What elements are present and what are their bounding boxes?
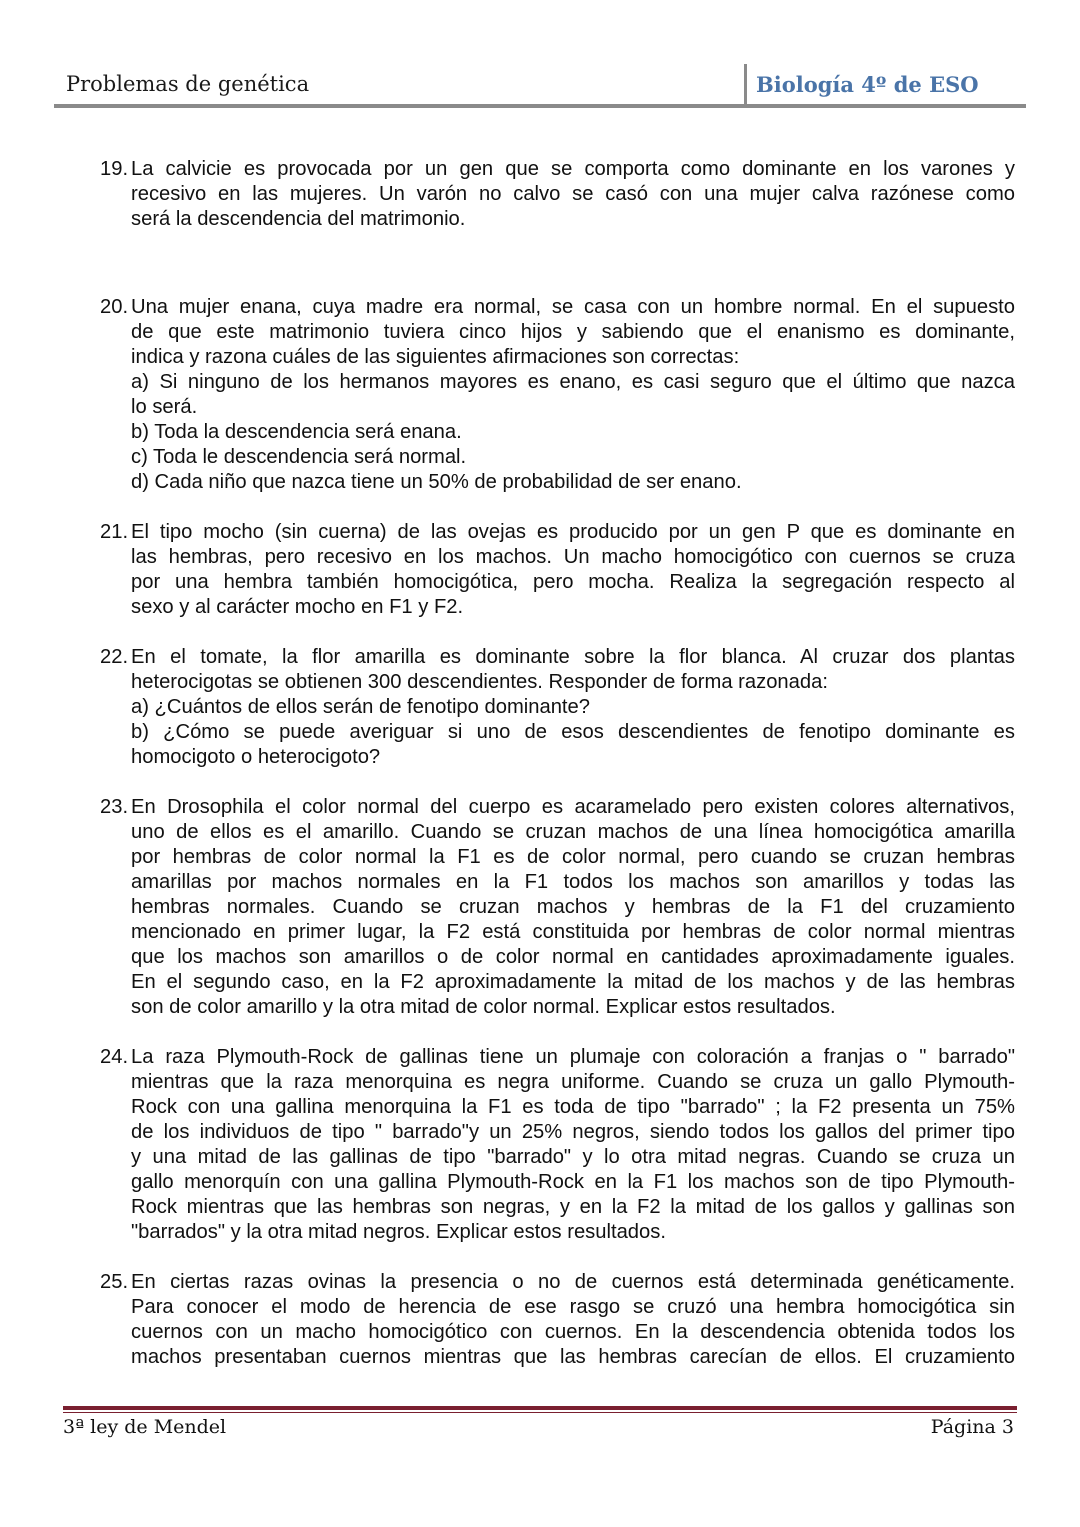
problem-item (100, 1045, 1015, 1245)
problem-text-line: "barrados" y la otra mitad negros. Explicar estos resultados. (131, 1221, 666, 1243)
problem-text-line: b) ¿Cómo se puede averiguar si uno de esos descendientes de fenotipo dominante es (131, 721, 1015, 743)
problem-text-line: La calvicie es provocada por un gen que se comporta como dominante en los varones y (131, 158, 1015, 180)
problem-text-line: sexo y al carácter mocho en F1 y F2. (131, 596, 464, 618)
problem-text-line: amarillas por machos normales en la F1 todos los machos son amarillos y todas las (131, 871, 1015, 893)
problem-text-line: heterocigotas se obtienen 300 descendientes. Responder de forma razonada: (131, 671, 828, 693)
problem-text-line: Para conocer el modo de herencia de ese rasgo se cruzó una hembra homocigótica sin (131, 1296, 1015, 1318)
problem-text-line: lo será. (131, 396, 198, 418)
problem-item (100, 795, 1015, 1020)
footer-rule (63, 1406, 1017, 1410)
problem-number: 20. (100, 296, 129, 318)
problem-text-line: gallo menorquín con una gallina Plymouth-Rock en la F1 los machos son de tipo Plymouth- (131, 1171, 1015, 1193)
problem-text-line: c) Toda le descendencia será normal. (131, 446, 467, 468)
problem-text-line: Rock mientras que las hembras son negras, y en la F2 la mitad de los gallos y gallinas son (131, 1196, 1015, 1218)
problem-text-line: será la descendencia del matrimonio. (131, 208, 466, 230)
page-header (54, 62, 1026, 108)
problem-text-line: La raza Plymouth-Rock de gallinas tiene un plumaje con coloración a franjas o " barrado" (131, 1046, 1015, 1068)
problem-number: 21. (100, 521, 129, 543)
problem-text-line: d) Cada niño que nazca tiene un 50% de probabilidad de ser enano. (131, 471, 742, 493)
problem-text-line: uno de ellos es el amarillo. Cuando se cruzan machos de una línea homocigótica amarilla (131, 821, 1015, 843)
problem-item (100, 645, 1015, 770)
problem-text-line: Rock con una gallina menorquina la F1 es toda de tipo "barrado" ; la F2 presenta un 75% (131, 1096, 1015, 1118)
footer-chapter-title: 3ª ley de Mendel (63, 1416, 227, 1438)
problem-text-line: y una mitad de las gallinas de tipo "barrado" y lo otra mitad negras. Cuando se cruza un (131, 1146, 1015, 1168)
problem-text-line: mencionado en primer lugar, la F2 está constituida por hembras de color normal mientras (131, 921, 1015, 943)
problem-text-line: En el segundo caso, en la F2 aproximadamente la mitad de los machos y de las hembras (131, 971, 1015, 993)
problem-number: 22. (100, 646, 129, 668)
problem-text-line: En Drosophila el color normal del cuerpo es acaramelado pero existen colores alternativos, (131, 796, 1015, 818)
problem-text-line: a) ¿Cuántos de ellos serán de fenotipo dominante? (131, 696, 590, 718)
header-rule (54, 104, 1026, 108)
header-separator (744, 64, 747, 104)
problem-text-line: hembras normales. Cuando se cruzan machos y hembras de la F1 del cruzamiento (131, 896, 1015, 918)
problem-text-line: recesivo en las mujeres. Un varón no calvo se casó con una mujer calva razónese como (131, 183, 1015, 205)
problem-text-line: mientras que la raza menorquina es negra uniforme. Cuando se cruza un gallo Plymouth- (131, 1071, 1015, 1093)
problem-text-line: por hembras de color normal la F1 es de color normal, pero cuando se cruzan hembras (131, 846, 1015, 868)
problem-text-line: En ciertas razas ovinas la presencia o no de cuernos está determinada genéticamente. (131, 1271, 1015, 1293)
problem-item (100, 1270, 1015, 1370)
problem-list (100, 157, 1015, 1370)
problem-text-line: machos presentaban cuernos mientras que las hembras carecían de ellos. El cruzamiento (131, 1346, 1015, 1368)
problem-text-line: son de color amarillo y la otra mitad de color normal. Explicar estos resultados. (131, 996, 836, 1018)
problem-text-line: indica y razona cuáles de las siguientes afirmaciones son correctas: (131, 346, 740, 368)
problem-number: 23. (100, 796, 129, 818)
problem-item (100, 520, 1015, 620)
problem-text-line: homocigoto o heterocigoto? (131, 746, 381, 768)
problem-text-line: de que este matrimonio tuviera cinco hijos y sabiendo que el enanismo es dominante, (131, 321, 1015, 343)
footer-rule-thin (63, 1412, 1017, 1413)
header-course-title: Biología 4º de ESO (756, 72, 979, 97)
problem-text-line: cuernos con un macho homocigótico con cuernos. En la descendencia obtenida todos los (131, 1321, 1015, 1343)
problem-text-line: a) Si ninguno de los hermanos mayores es enano, es casi seguro que el último que nazca (131, 371, 1015, 393)
problem-item (100, 157, 1015, 232)
problem-text-line: Una mujer enana, cuya madre era normal, se casa con un hombre normal. En el supuesto (131, 296, 1015, 318)
problem-text-line: El tipo mocho (sin cuerna) de las ovejas es producido por un gen P que es dominante en (131, 521, 1015, 543)
problem-number: 24. (100, 1046, 129, 1068)
problem-item (100, 295, 1015, 495)
problem-number: 25. (100, 1271, 129, 1293)
header-document-title: Problemas de genética (66, 72, 310, 96)
problem-text-line: las hembras, pero recesivo en los machos. Un macho homocigótico con cuernos se cruza (131, 546, 1015, 568)
problem-text-line: En el tomate, la flor amarilla es dominante sobre la flor blanca. Al cruzar dos plantas (131, 646, 1015, 668)
problem-number: 19. (100, 158, 129, 180)
problem-text-line: que los machos son amarillos o de color normal en cantidades aproximadamente iguales. (131, 946, 1015, 968)
problem-text-line: por una hembra también homocigótica, pero mocha. Realiza la segregación respecto al (131, 571, 1015, 593)
problem-text-line: b) Toda la descendencia será enana. (131, 421, 462, 443)
footer-page-number: Página 3 (930, 1416, 1014, 1438)
problem-text-line: de los individuos de tipo " barrado"y un 25% negros, siendo todos los gallos del primer tipo (131, 1121, 1015, 1143)
